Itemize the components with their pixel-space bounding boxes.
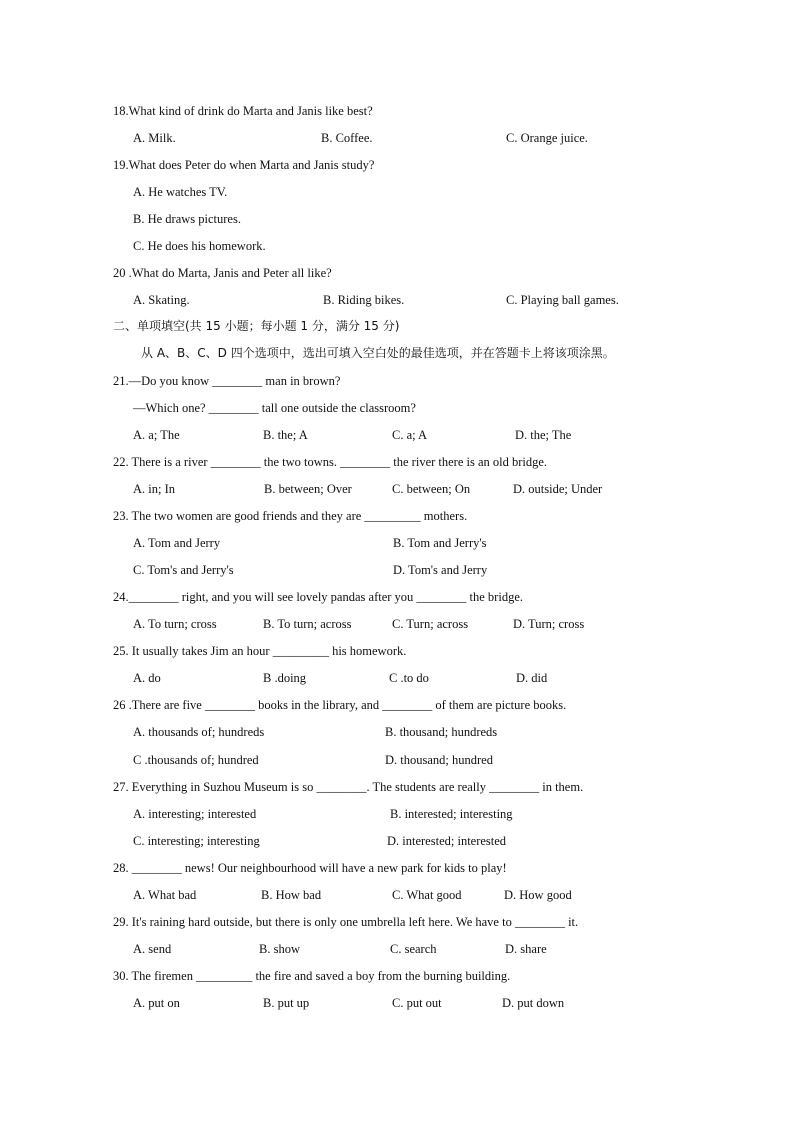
- option-c: C. a; A: [392, 428, 428, 442]
- option-d: D. interested; interested: [387, 834, 507, 848]
- option-b: B. He draws pictures.: [133, 212, 241, 226]
- section-title: 二、单项填空(共 15 小题；每小题 1 分，满分 15 分): [113, 319, 400, 333]
- option-a: A. thousands of; hundreds: [133, 725, 265, 739]
- option-c: C. Tom's and Jerry's: [133, 563, 234, 577]
- option-c: C. What good: [392, 888, 462, 902]
- question-27-stem: 27. Everything in Suzhou Museum is so ________. The students are really ________ in them.: [113, 780, 584, 794]
- option-d: D. Turn; cross: [513, 617, 585, 631]
- question-30-stem: 30. The firemen _________ the fire and saved a boy from the burning building.: [113, 969, 511, 983]
- option-b: B. Coffee.: [321, 131, 373, 145]
- option-b: B. put up: [263, 996, 310, 1010]
- option-d: D. outside; Under: [513, 482, 603, 496]
- option-c: C .to do: [389, 671, 429, 685]
- question-19-stem: 19.What does Peter do when Marta and Janis study?: [113, 158, 375, 172]
- option-b: B. interested; interesting: [390, 807, 513, 821]
- question-26-stem: 26 .There are five ________ books in the library, and ________ of them are picture books.: [113, 698, 567, 712]
- option-a: A. interesting; interested: [133, 807, 257, 821]
- option-b: B. Riding bikes.: [323, 293, 405, 307]
- option-d: D. Tom's and Jerry: [393, 563, 488, 577]
- question-24-stem: 24.________ right, and you will see lovely pandas after you ________ the bridge.: [113, 590, 523, 604]
- option-a: A. Skating.: [133, 293, 190, 307]
- option-b: B. between; Over: [264, 482, 352, 496]
- option-a: A. What bad: [133, 888, 197, 902]
- option-a: A. To turn; cross: [133, 617, 217, 631]
- option-d: D. put down: [502, 996, 565, 1010]
- option-d: D. How good: [504, 888, 572, 902]
- question-20-stem: 20 .What do Marta, Janis and Peter all like?: [113, 266, 332, 280]
- option-b: B. How bad: [261, 888, 322, 902]
- option-a: A. Milk.: [133, 131, 176, 145]
- option-d: D. the; The: [515, 428, 572, 442]
- option-a: A. a; The: [133, 428, 180, 442]
- question-21-stem: 21.—Do you know ________ man in brown?: [113, 374, 341, 388]
- option-d: D. share: [505, 942, 547, 956]
- option-a: A. Tom and Jerry: [133, 536, 221, 550]
- option-a: A. He watches TV.: [133, 185, 228, 199]
- option-c: C. interesting; interesting: [133, 834, 260, 848]
- question-23-stem: 23. The two women are good friends and they are _________ mothers.: [113, 509, 468, 523]
- option-a: A. in; In: [133, 482, 176, 496]
- option-c: C. search: [390, 942, 437, 956]
- option-a: A. put on: [133, 996, 180, 1010]
- option-b: B. Tom and Jerry's: [393, 536, 487, 550]
- option-c: C. Orange juice.: [506, 131, 588, 145]
- option-c: C .thousands of; hundred: [133, 753, 259, 767]
- option-a: A. send: [133, 942, 172, 956]
- question-29-stem: 29. It's raining hard outside, but there is only one umbrella left here. We have to ________ it.: [113, 915, 579, 929]
- option-b: B. the; A: [263, 428, 308, 442]
- option-c: C. He does his homework.: [133, 239, 266, 253]
- option-c: C. between; On: [392, 482, 471, 496]
- question-18-stem: 18.What kind of drink do Marta and Janis like best?: [113, 104, 373, 118]
- option-b: B .doing: [263, 671, 307, 685]
- question-28-stem: 28. ________ news! Our neighbourhood will have a new park for kids to play!: [113, 861, 507, 875]
- option-b: B. To turn; across: [263, 617, 352, 631]
- section-instruction: 从 A、B、C、D 四个选项中，选出可填入空白处的最佳选项，并在答题卡上将该项涂黑。: [141, 346, 615, 360]
- option-b: B. thousand; hundreds: [385, 725, 498, 739]
- question-21-stem-2: —Which one? ________ tall one outside the classroom?: [133, 401, 416, 415]
- option-a: A. do: [133, 671, 161, 685]
- option-c: C. Playing ball games.: [506, 293, 619, 307]
- question-22-stem: 22. There is a river ________ the two towns. ________ the river there is an old bridge.: [113, 455, 548, 469]
- question-25-stem: 25. It usually takes Jim an hour _________ his homework.: [113, 644, 407, 658]
- option-c: C. put out: [392, 996, 442, 1010]
- option-c: C. Turn; across: [392, 617, 469, 631]
- option-d: D. thousand; hundred: [385, 753, 493, 767]
- option-d: D. did: [516, 671, 548, 685]
- option-b: B. show: [259, 942, 300, 956]
